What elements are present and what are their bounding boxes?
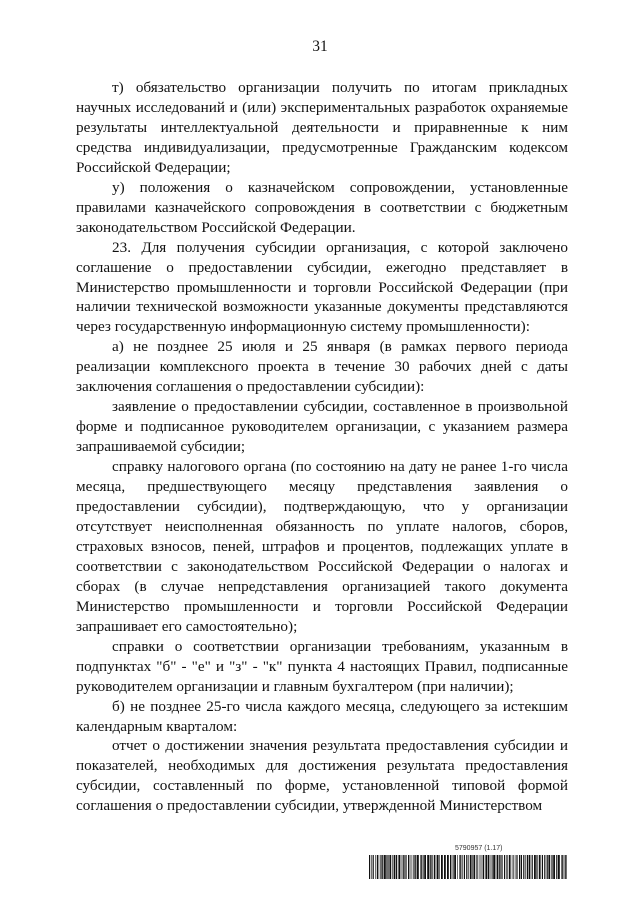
paragraph-item-u: у) положения о казначейском сопровождении, установленные правилами казначейского сопровождения в соответствии с бюджетным законодательством Российской Федерации.: [76, 178, 568, 236]
paragraph-subclause-a: а) не позднее 25 июля и 25 января (в рамках первого периода реализации комплексного проекта в течение 30 рабочих дней с даты заключения соглашения о предоставлении субсидии):: [76, 338, 568, 396]
page-number: 31: [312, 38, 328, 55]
paragraph-result-report: отчет о достижении значения результата предоставления субсидии и показателей, необходимых для достижения результата предоставления субсидии, составленный по форме, установленной типовой формой соглашения о предоставлении субсидии, утвержденной Министерством: [76, 737, 568, 815]
document-body: [76, 78, 568, 816]
paragraph-tax-certificate: справку налогового органа (по состоянию на дату не ранее 1-го числа месяца, предшествующего месяцу представления заявления о предоставлении субсидии), подтверждающую, что у организации отсутствует неисполненная обязанность по уплате налогов, сборов, страховых взносов, пеней, штрафов и процентов, подлежащих уплате в соответствии с законодательством Российской Федерации о налогах и сборах (в случае непредставления организацией такого документа Министерство промышленности и торговли Российской Федерации запрашивает его самостоятельно);: [76, 458, 568, 635]
paragraph-item-t: т) обязательство организации получить по итогам прикладных научных исследований и (или) экспериментальных разработок охраняемые результаты интеллектуальной деятельности и приравненные к ним средства индивидуализации, предусмотренные Гражданским кодексом Российской Федерации;: [76, 79, 568, 176]
paragraph-compliance-certificates: справки о соответствии организации требованиям, указанным в подпунктах "б" - "е" и "з" - "к" пункта 4 настоящих Правил, подписанные руководителем организации и главным бухгалтером (при наличии);: [76, 637, 568, 695]
paragraph-clause-23: 23. Для получения субсидии организация, с которой заключено соглашение о предоставлении субсидии, ежегодно представляет в Министерство промышленности и торговли Российской Федерации (при наличии технической возможности указанные документы представляются через государственную информационную систему промышленности):: [76, 238, 568, 336]
paragraph-application: заявление о предоставлении субсидии, составленное в произвольной форме и подписанное руководителем организации, с указанием размера запрашиваемой субсидии;: [76, 398, 568, 456]
barcode-icon: [369, 855, 567, 879]
paragraph-subclause-b: б) не позднее 25-го числа каждого месяца, следующего за истекшим календарным кварталом:: [76, 697, 568, 735]
barcode-caption: 5790957 (1.17): [455, 845, 503, 852]
